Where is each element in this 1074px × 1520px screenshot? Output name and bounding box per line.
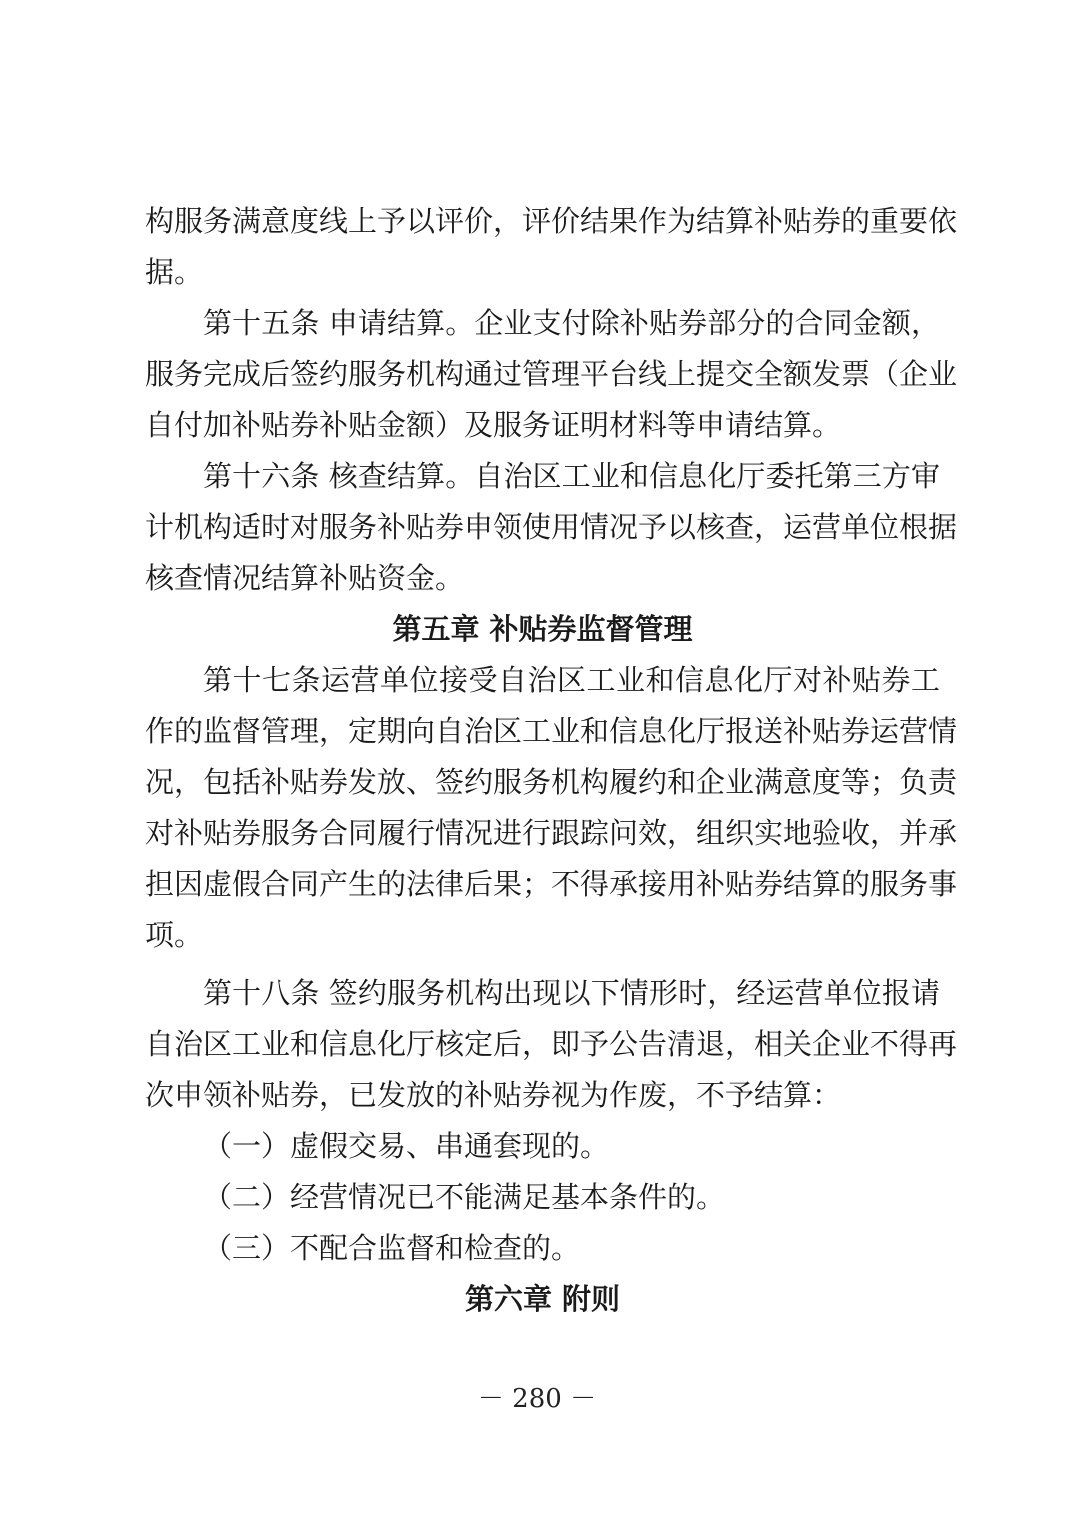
text-line: 作的监督管理，定期向自治区工业和信息化厅报送补贴券运营情 — [145, 714, 958, 748]
list-item: （二）经营情况已不能满足基本条件的。 — [203, 1180, 726, 1214]
list-item: （三）不配合监督和检查的。 — [203, 1231, 581, 1265]
text-line: 第十八条 签约服务机构出现以下情形时，经运营单位报请 — [203, 976, 940, 1010]
text-line: 第十六条 核查结算。自治区工业和信息化厅委托第三方审 — [203, 459, 940, 493]
article-18-list — [145, 1121, 940, 1274]
text-line: 构服务满意度线上予以评价，评价结果作为结算补贴券的重要依 — [145, 204, 958, 238]
document-body — [145, 196, 958, 1325]
text-line: 对补贴券服务合同履行情况进行跟踪问效，组织实地验收，并承 — [145, 816, 958, 850]
list-item: （一）虚假交易、串通套现的。 — [203, 1129, 610, 1163]
text-line: 自治区工业和信息化厅核定后，即予公告清退，相关企业不得再 — [145, 1027, 958, 1061]
text-line: 况，包括补贴券发放、签约服务机构履约和企业满意度等；负责 — [145, 765, 958, 799]
chapter-5-heading: 第五章 补贴券监督管理 — [392, 612, 693, 646]
text-line: 次申领补贴券，已发放的补贴券视为作废，不予结算： — [145, 1078, 842, 1112]
text-line: 计机构适时对服务补贴券申领使用情况予以核查，运营单位根据 — [145, 510, 958, 544]
page-number: － 280 － — [477, 1384, 597, 1414]
text-line: 自付加补贴券补贴金额）及服务证明材料等申请结算。 — [145, 408, 842, 442]
article-18 — [145, 968, 958, 1121]
text-line: 服务完成后签约服务机构通过管理平台线上提交全额发票（企业 — [145, 357, 958, 391]
chapter-6-heading: 第六章 附则 — [464, 1282, 621, 1316]
article-15 — [145, 298, 958, 451]
article-17 — [145, 655, 958, 961]
text-line: 据。 — [145, 255, 204, 289]
paragraph-continuation — [145, 196, 958, 298]
text-line: 担因虚假合同产生的法律后果；不得承接用补贴券结算的服务事 — [145, 867, 958, 901]
article-16 — [145, 451, 958, 604]
text-line: 第十七条运营单位接受自治区工业和信息化厅对补贴券工 — [203, 663, 940, 697]
text-line: 第十五条 申请结算。企业支付除补贴券部分的合同金额， — [203, 306, 940, 340]
text-line: 项。 — [145, 918, 204, 952]
text-line: 核查情况结算补贴资金。 — [145, 561, 465, 595]
